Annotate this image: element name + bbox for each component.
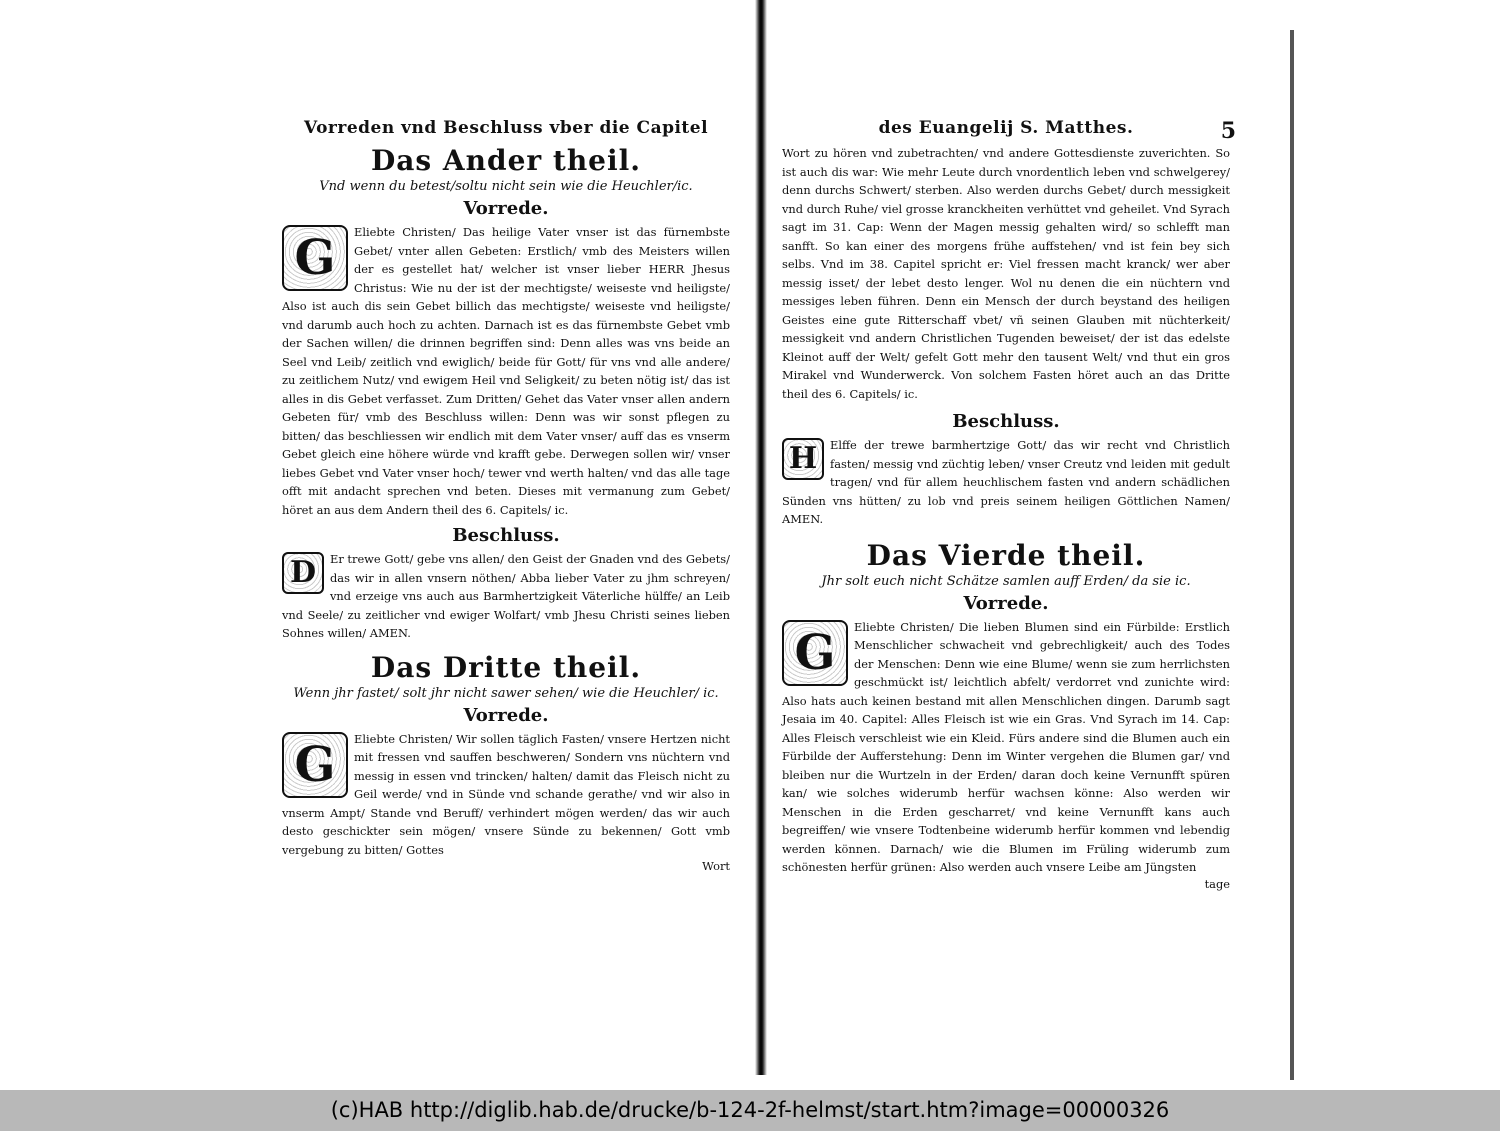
copyright-footer: (c)HAB http://diglib.hab.de/drucke/b-124-2f-helmst/start.htm?image=00000326: [0, 1090, 1500, 1131]
dropcap: G: [782, 620, 848, 686]
running-head: des Euangelij S. Matthes.: [878, 118, 1134, 138]
continuation-body: Wort zu hören vnd zubetrachten/ vnd andere Gottesdienste zuverichten. So ist auch dis war: Wie mehr Leute durch vnordentlich leben vnd schwelgerey/ denn durchs Schwert/ sterben. Also werden durchs Gebet/ durch messigkeit vnd durch Ruhe/ viel grosse kranckheiten verhüttet vnd geheilet. Vnd Syrach sagt im 31. Cap: Wenn der Magen messig gehalten wird/ so schlefft man sanfft. So kan einer des morgens frühe auffstehen/ vnd ist fein bey sich selbs. Vnd im 38. Capitel spricht er: Viel fressen macht kranck/ wer aber messig isset/ der lebet desto lenger. Wol nu denen die ein nüchtern vnd messiges leben führen. Denn ein Mensch der durch beystand des heiligen Geistes eine gute Ritterschaff vbet/ vñ seinen Glauben mit nüchterkeit/ messigkeit vnd andern Christlichen Tugenden beweiset/ der ist das edelste Kleinot auff der Welt/ gefelt Gott mehr den tausent Welt/ vnd thut ein gros Mirakel vnd Wunderwerck. Von solchem Fasten höret auch an das Dritte theil des 6. Capitels/ ic.: [782, 146, 1230, 401]
preface-heading: Vorrede.: [963, 592, 1049, 614]
right-page: [782, 118, 1236, 891]
section-title: Das Ander theil.: [370, 144, 642, 177]
section-subtitle: Jhr solt euch nicht Schätze samlen auff Erden/ da sie ic.: [821, 573, 1191, 589]
preface-text: Eliebte Christen/ Wir sollen täglich Fasten/ vnsere Hertzen nicht mit fressen vnd sauffen beschweren/ Sondern vns nüchtern vnd messig in essen vnd trincken/ halten/ damit das Fleisch nicht zu Geil werde/ vnd in Sünde vnd schande gerathe/ vnd wir also in vnserm Ampt/ Stande vnd Beruff/ verhindert mögen werden/ das wir auch desto geschickter sein mögen/ vnsere Sünde zu bekennen/ Gott vmb vergebung zu bitten/ Gottes: [282, 731, 730, 857]
running-head: Vorreden vnd Beschluss vber die Capitel: [303, 118, 709, 138]
section-subtitle: Wenn jhr fastet/ solt jhr nicht sawer sehen/ wie die Heuchler/ ic.: [293, 685, 719, 701]
left-page: [282, 118, 730, 873]
preface-body: [782, 618, 1230, 877]
preface-heading: Vorrede.: [463, 198, 549, 219]
catchword: tage: [1204, 876, 1230, 891]
page-edge: [1290, 30, 1294, 1080]
book-gutter: [755, 0, 767, 1075]
closing-heading: Beschluss.: [952, 411, 1060, 432]
preface-text: Eliebte Christen/ Das heilige Vater vnser ist das fürnembste Gebet/ vnter allen Gebeten: Erstlich/ vmb des Meisters willen der es gestellet hat/ welcher ist vnser lieber HERR Jhesus Christus: Wie nu der ist der mechtigste/ weiseste vnd heiligste/ Also ist auch dis sein Gebet billich das mechtigste/ weiseste vnd heiligste/ vnd darumb auch hoch zu achten. Darnach ist es das fürnembste Gebet vmb der Sachen willen/ die drinnen begriffen sind: Denn alles was vns beide an Seel vnd Leib/ zeitlich vnd ewiglich/ beide für Gott/ für vns vnd alle andere/ zu zeitlichem Nutz/ vnd ewigem Heil vnd Seligkeit/ zu beten nötig ist/ das ist alles in dis Gebet verfasset. Zum Dritten/ Gehet das Vater vnser allen andern Gebeten für/ vmb des Beschluss willen: Denn was wir sonst pflegen zu bitten/ das beschliessen wir endlich mit dem Vater vnser/ auff das es vnserm Gebet gleich eine höhere würde vnd krafft gebe. Derwegen sollen wir/ vnser liebes Gebet vnd Vater vnser hoch/ tewer vnd werth halten/ vnd das alle tage offt mit andacht sprechen vnd beten. Dieses mit vermanung zum Gebet/ höret an aus dem Andern theil des 6. Capitels/ ic.: [282, 225, 730, 517]
page-number: 5: [1220, 118, 1236, 144]
closing-text: Elffe der trewe barmhertzige Gott/ das wir recht vnd Christlich fasten/ messig vnd züchtig leben/ vnser Creutz vnd leiden mit gedult tragen/ vnd für allem heuchlischem fasten vnd andern schädlichen Sünden vns hütten/ zu lob vnd preis seinem heiligen Göttlichen Namen/ AMEN.: [782, 438, 1230, 526]
preface-body: [282, 223, 730, 519]
section-subtitle: Vnd wenn du betest/soltu nicht sein wie die Heuchler/ic.: [319, 179, 693, 194]
dropcap: D: [282, 552, 324, 594]
closing-heading: Beschluss.: [452, 525, 560, 546]
section-title: Das Dritte theil.: [370, 650, 642, 684]
closing-body: [782, 436, 1230, 529]
preface-heading: Vorrede.: [463, 704, 549, 726]
dropcap: H: [782, 438, 824, 480]
dropcap: G: [282, 225, 348, 291]
preface-text: Eliebte Christen/ Die lieben Blumen sind ein Fürbilde: Erstlich Menschlicher schwacheit vnd gebrechligkeit/ auch des Todes der Menschen: Denn wie eine Blume/ wenn sie zum herrlichsten geschmückt ist/ leichtlich abfelt/ verdorret vnd zunichte wird: Also hats auch keinen bestand mit allen Menschlichen dingen. Darumb sagt Jesaia im 40. Capitel: Alles Fleisch ist wie ein Gras. Vnd Syrach im 14. Cap: Alles Fleisch verschleist wie ein Kleid. Fürs andere sind die Blumen auch ein Fürbilde der Aufferstehung: Denn im Winter vergehen die Blumen gar/ vnd bleiben nur die Wurtzeln in der Erden/ daran doch keine Vernunfft spüren kan/ wie solches widerumb herfür wachsen könne: Also werden wir Menschen in die Erden gescharret/ vnd keine Vernunfft kans auch begreiffen/ wie vnsere Todtenbeine widerumb herfür kommen vnd lebendig werden können. Darnach/ wie die Blumen im Früling widerumb zum schönesten herfür grünen: Also werden auch vnsere Leibe am Jüngsten: [782, 619, 1230, 874]
preface-body: [282, 730, 730, 860]
closing-body: [282, 550, 730, 643]
dropcap: G: [282, 732, 348, 798]
section-title: Das Vierde theil.: [866, 538, 1146, 572]
catchword: Wort: [702, 859, 730, 873]
closing-text: Er trewe Gott/ gebe vns allen/ den Geist der Gnaden vnd des Gebets/ das wir in allen vnsern nöthen/ Abba lieber Vater zu jhm schreyen/ vnd erzeige vns auch aus Barmhertzigkeit Väterliche hülffe/ an Leib vnd Seele/ zu zeitlicher vnd ewiger Wolfart/ vmb Jhesu Christi seines lieben Sohnes willen/ AMEN.: [282, 552, 730, 640]
